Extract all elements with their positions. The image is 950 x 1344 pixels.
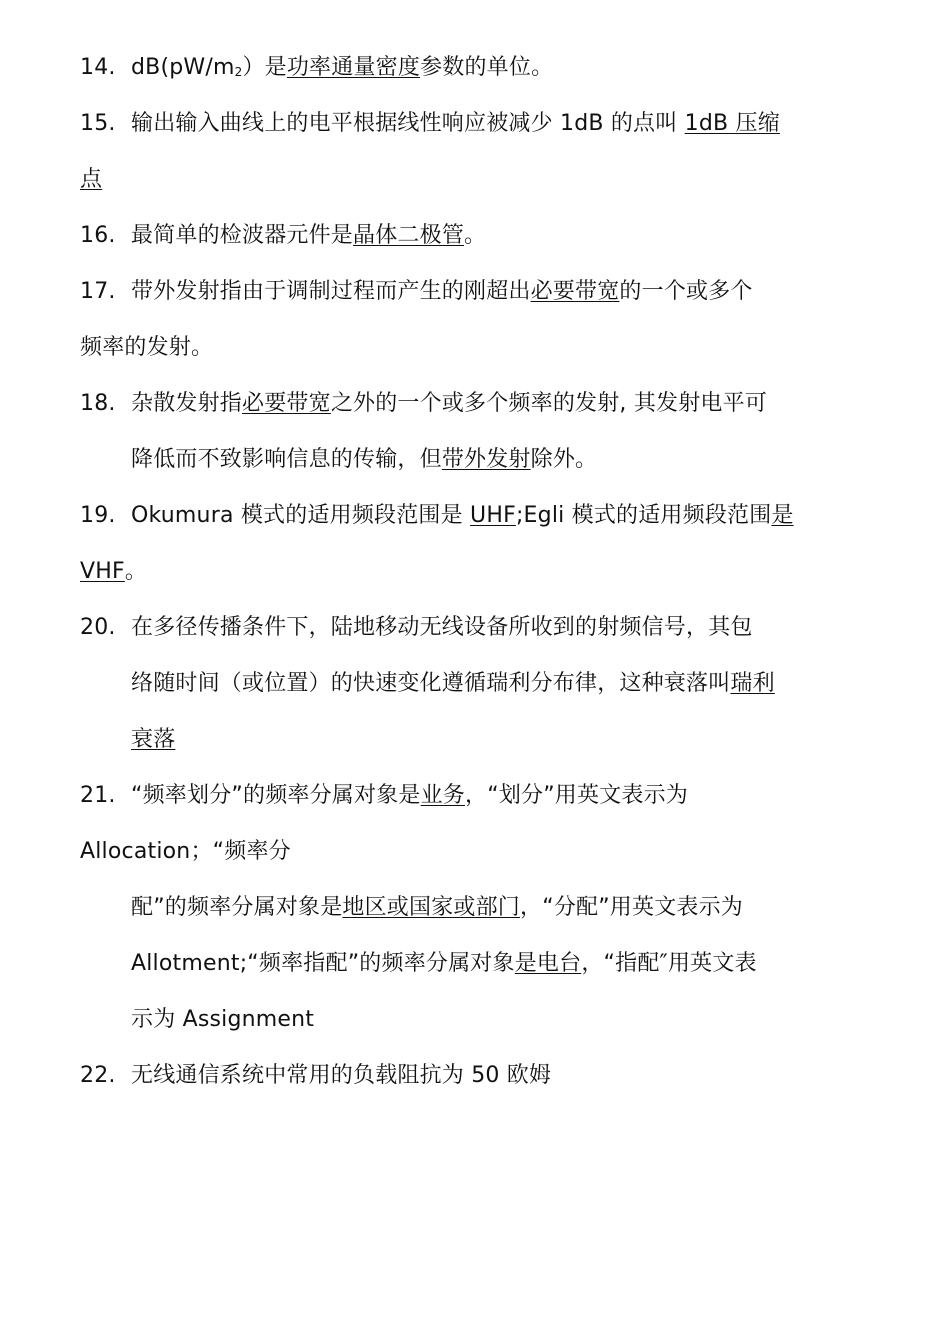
answer-underlined: 必要带宽	[242, 391, 331, 416]
item-text: 带外发射指由于调制过程而产生的刚超出	[131, 279, 531, 304]
item-14	[80, 48, 553, 88]
item-text: 降低而不致影响信息的传输，但	[131, 447, 442, 472]
item-text: 。	[124, 559, 148, 584]
item-20	[80, 608, 753, 648]
item-21-continued	[131, 888, 743, 928]
item-text: 参数的单位。	[420, 55, 554, 80]
item-text: dB(pW/m	[131, 55, 235, 80]
answer-underlined: 地区或国家或部门	[342, 895, 521, 920]
answer-underlined: 晶体二极管	[353, 223, 465, 248]
item-number: 19.	[80, 503, 116, 528]
item-text: Allotment;“频率指配”的频率分属对象	[131, 951, 515, 976]
answer-underlined: VHF	[80, 559, 125, 584]
item-text: 示为 Assignment	[131, 1007, 315, 1032]
answer-underlined: 点	[80, 167, 103, 192]
item-18-continued	[131, 440, 597, 480]
item-number: 15.	[80, 111, 116, 136]
item-text: ，“分配”用英文表示为	[520, 895, 744, 920]
item-21	[80, 776, 688, 816]
item-number: 18.	[80, 391, 116, 416]
item-number: 21.	[80, 783, 116, 808]
item-text: “频率划分”的频率分属对象是	[131, 783, 421, 808]
answer-underlined: 衰落	[131, 727, 176, 752]
item-text: 之外的一个或多个频率的发射, 其发射电平可	[330, 391, 768, 416]
answer-underlined: 1dB 压缩	[684, 111, 780, 136]
item-19-continued	[80, 552, 147, 592]
item-number: 20.	[80, 615, 116, 640]
item-text: Allocation；“频率分	[80, 839, 291, 864]
item-21-continued	[131, 1000, 314, 1040]
item-16	[80, 216, 486, 256]
item-number: 16.	[80, 223, 116, 248]
answer-underlined: 是电台	[514, 951, 582, 976]
answer-underlined: 业务	[420, 783, 466, 808]
item-text: 。	[464, 223, 487, 248]
subscript: 2	[234, 65, 243, 79]
item-text: 配”的频率分属对象是	[131, 895, 343, 920]
item-text: 最简单的检波器元件是	[131, 223, 354, 248]
item-17-continued	[80, 328, 213, 368]
item-19	[80, 496, 794, 536]
answer-underlined: 功率通量密度	[286, 55, 421, 80]
item-text: ;Egli 模式的适用频段范围	[515, 503, 772, 528]
item-text: ，“划分”用英文表示为	[465, 783, 689, 808]
item-text: 输出输入曲线上的电平根据线性响应被减少 1dB 的点叫	[131, 111, 678, 136]
item-text: 除外。	[530, 447, 598, 472]
item-text: 杂散发射指	[131, 391, 243, 416]
item-text: ，“指配″用英文表	[581, 951, 757, 976]
item-20-continued	[131, 664, 775, 704]
answer-underlined: 瑞利	[730, 671, 775, 696]
item-17	[80, 272, 753, 312]
item-text: 频率的发射。	[80, 335, 214, 360]
item-15	[80, 104, 780, 144]
item-21-continued	[80, 832, 291, 872]
answer-underlined: 带外发射	[441, 447, 531, 472]
item-number: 14.	[80, 55, 116, 80]
item-text: 的一个或多个	[619, 279, 753, 304]
item-text: 无线通信系统中常用的负载阻抗为 50 欧姆	[131, 1063, 552, 1088]
item-20-continued	[131, 720, 175, 760]
item-text: 在多径传播条件下，陆地移动无线设备所收到的射频信号，其包	[131, 615, 753, 640]
item-text: 络随时间（或位置）的快速变化遵循瑞利分布律，这种衰落叫	[131, 671, 731, 696]
item-18	[80, 384, 767, 424]
item-15-continued	[80, 160, 102, 200]
answer-underlined: 必要带宽	[530, 279, 620, 304]
item-21-continued	[131, 944, 757, 984]
answer-underlined: 是	[771, 503, 794, 528]
item-number: 22.	[80, 1063, 116, 1088]
item-22	[80, 1056, 551, 1096]
item-text: ）是	[242, 55, 287, 80]
answer-underlined: UHF	[470, 503, 516, 528]
item-number: 17.	[80, 279, 116, 304]
item-text: Okumura 模式的适用频段范围是	[131, 503, 463, 528]
